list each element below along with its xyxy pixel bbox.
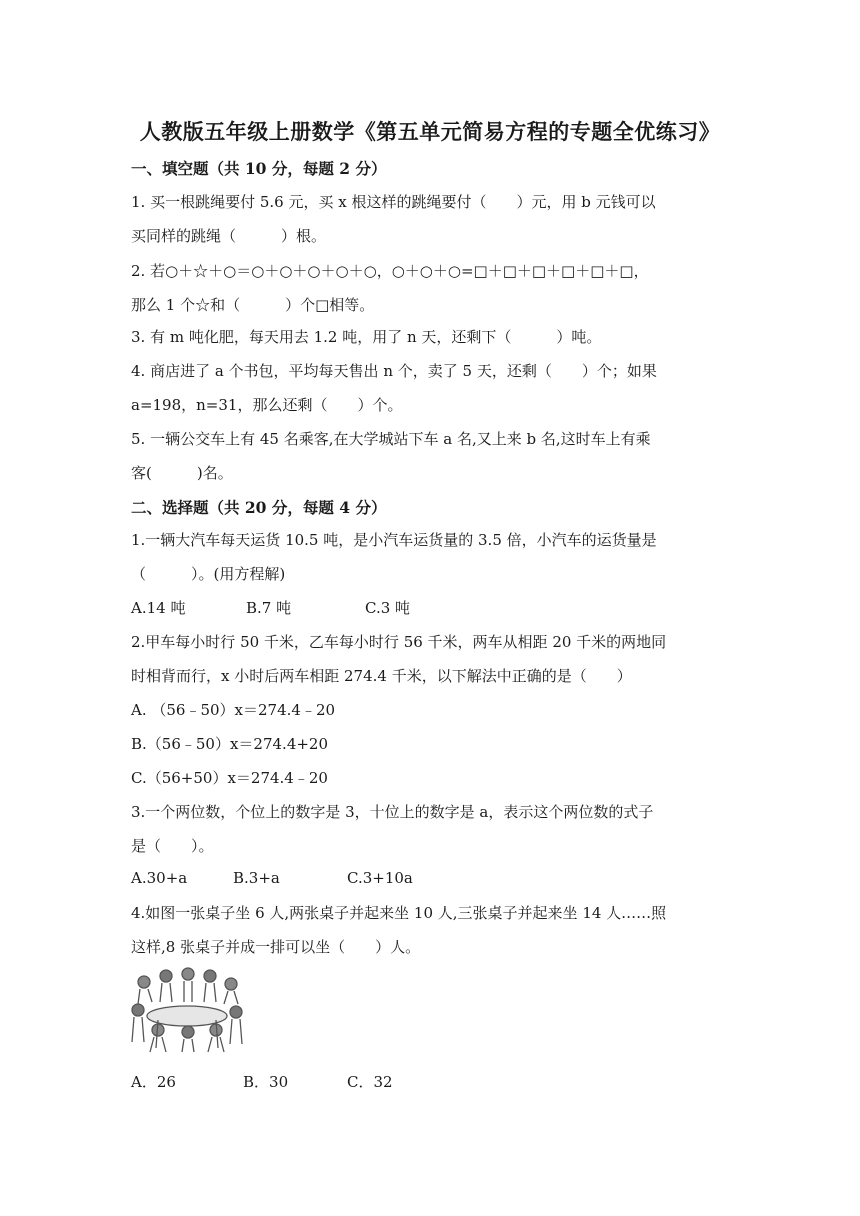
fill-q4-line1: 4. 商店进了 a 个书包，平均每天售出 n 个，卖了 5 天，还剩（ ）个；如果 — [131, 362, 657, 380]
choice-q3-option-c: C.3+10a — [347, 869, 413, 887]
choice-q1-line1: 1.一辆大汽车每天运货 10.5 吨，是小汽车运货量的 3.5 倍，小汽车的运货量是 — [131, 531, 657, 549]
choice-q4-option-a: A．26 — [131, 1073, 176, 1091]
fill-q4-line2: a=198，n=31，那么还剩（ ）个。 — [131, 396, 403, 414]
choice-q1-option-b: B.7 吨 — [246, 599, 292, 617]
choice-q4-option-b: B．30 — [243, 1073, 289, 1091]
page-title: 人教版五年级上册数学《第五单元简易方程的专题全优练习》 — [139, 119, 721, 144]
people-at-tables-illustration — [128, 962, 246, 1054]
fill-q3-line1: 3. 有 m 吨化肥，每天用去 1.2 吨，用了 n 天，还剩下（ ）吨。 — [131, 328, 602, 346]
choice-q2-option-c: C.（56+50）x＝274.4﹣20 — [131, 769, 328, 787]
choice-q1-option-a: A.14 吨 — [131, 599, 186, 617]
section-heading-fill-in: 一、填空题（共 10 分，每题 2 分） — [131, 159, 387, 178]
choice-q2-line1: 2.甲车每小时行 50 千米，乙车每小时行 56 千米，两车从相距 20 千米的两地同 — [131, 633, 667, 651]
fill-q1-line2: 买同样的跳绳（ ）根。 — [131, 227, 327, 245]
choice-q2-line2: 时相背而行，x 小时后两车相距 274.4 千米，以下解法中正确的是（ ） — [131, 667, 632, 685]
choice-q3-line1: 3.一个两位数，个位上的数字是 3，十位上的数字是 a，表示这个两位数的式子 — [131, 803, 654, 821]
fill-q1-line1: 1. 买一根跳绳要付 5.6 元，买 x 根这样的跳绳要付（ ）元，用 b 元钱可以 — [131, 193, 656, 211]
choice-q2-option-b: B.（56﹣50）x＝274.4+20 — [131, 735, 329, 753]
fill-q5-line1: 5. 一辆公交车上有 45 名乘客,在大学城站下车 a 名,又上来 b 名,这时车上有乘 — [131, 430, 651, 448]
section-heading-choice: 二、选择题（共 20 分，每题 4 分） — [131, 498, 387, 517]
fill-q5-line2: 客( )名。 — [131, 464, 233, 482]
choice-q3-option-a: A.30+a — [131, 869, 188, 887]
choice-q3-option-b: B.3+a — [233, 869, 280, 887]
choice-q1-line2: （ ）。(用方程解) — [131, 565, 286, 583]
choice-q1-option-c: C.3 吨 — [365, 599, 411, 617]
choice-q4-line2: 这样,8 张桌子并成一排可以坐（ ）人。 — [131, 938, 421, 956]
choice-q4-option-c: C．32 — [347, 1073, 393, 1091]
choice-q4-line1: 4.如图一张桌子坐 6 人,两张桌子并起来坐 10 人,三张桌子并起来坐 14 人……照 — [131, 904, 667, 922]
choice-q3-line2: 是（ ）。 — [131, 837, 214, 855]
fill-q2-line1: 2. 若○＋☆＋○＝○＋○＋○＋○＋○，○＋○＋○=□＋□＋□＋□＋□＋□， — [131, 262, 649, 280]
choice-q2-option-a: A. （56﹣50）x＝274.4﹣20 — [131, 701, 336, 719]
fill-q2-line2: 那么 1 个☆和（ ）个□相等。 — [131, 296, 375, 314]
